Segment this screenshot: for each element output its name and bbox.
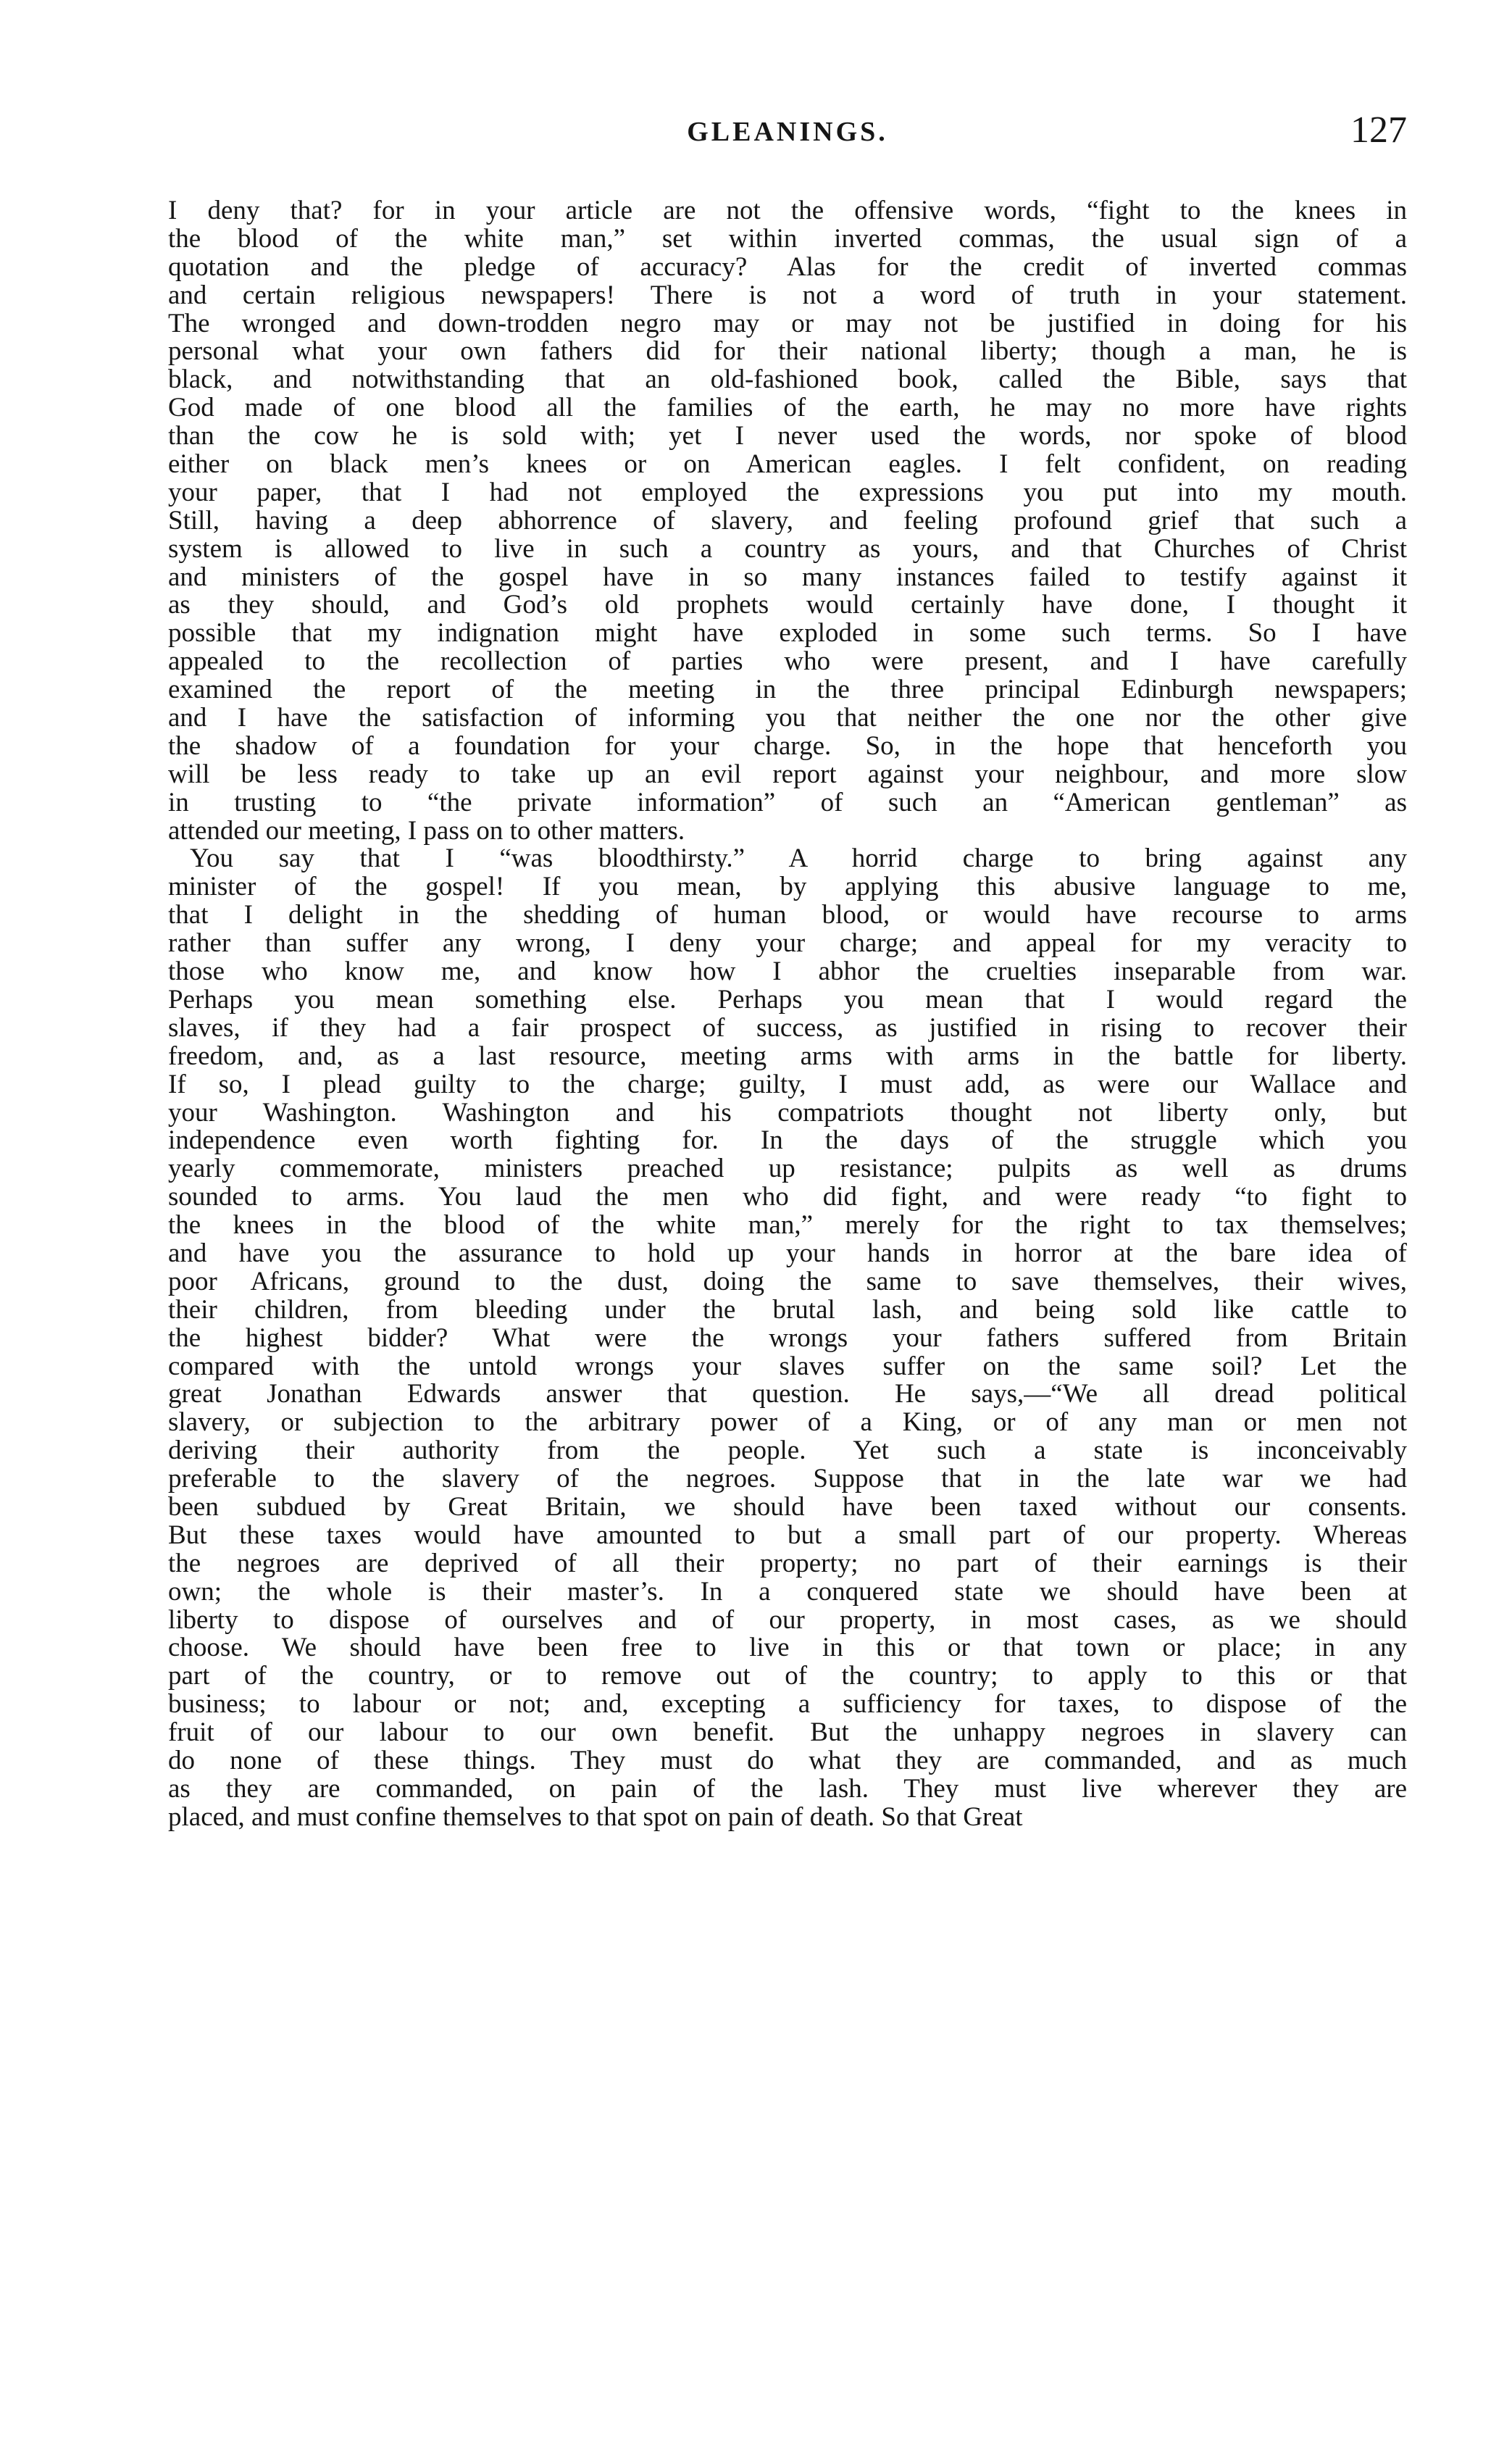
text-line: preferable to the slavery of the negroes. Suppose that in the late war we had (168, 1465, 1407, 1494)
text-line: independence even worth fighting for. In the days of the struggle which you (168, 1127, 1407, 1156)
text-line: the shadow of a foundation for your charge. So, in the hope that henceforth you (168, 732, 1407, 761)
text-line: slavery, or subjection to the arbitrary power of a King, or of any man or men not (168, 1409, 1407, 1438)
running-head (168, 109, 1407, 159)
text-line: freedom, and, as a last resource, meeting arms with arms in the battle for liberty. (168, 1042, 1407, 1071)
text-line: their children, from bleeding under the brutal lash, and being sold like cattle to (168, 1296, 1407, 1325)
text-line: choose. We should have been free to live in this or that town or place; in any (168, 1634, 1407, 1663)
text-line: and I have the satisfaction of informing you that neither the one nor the other give (168, 704, 1407, 733)
text-line: liberty to dispose of ourselves and of our property, in most cases, as we should (168, 1606, 1407, 1635)
text-line: business; to labour or not; and, excepting a sufficiency for taxes, to dispose of the (168, 1691, 1407, 1720)
text-line: been subdued by Great Britain, we should have been taxed without our consents. (168, 1493, 1407, 1522)
text-line: fruit of our labour to our own benefit. But the unhappy negroes in slavery can (168, 1719, 1407, 1747)
text-line: I deny that? for in your article are not the offensive words, “fight to the knees in (168, 197, 1407, 225)
text-line: poor Africans, ground to the dust, doing the same to save themselves, their wives, (168, 1267, 1407, 1296)
text-line: part of the country, or to remove out of the country; to apply to this or that (168, 1662, 1407, 1691)
text-line: yearly commemorate, ministers preached up resistance; pulpits as well as drums (168, 1155, 1407, 1184)
text-line: those who know me, and know how I abhor the cruelties inseparable from war. (168, 958, 1407, 986)
text-line: Perhaps you mean something else. Perhaps you mean that I would regard the (168, 986, 1407, 1015)
text-line: and have you the assurance to hold up your hands in horror at the bare idea of (168, 1239, 1407, 1268)
text-line: attended our meeting, I pass on to other matters. (168, 817, 685, 846)
text-line: slaves, if they had a fair prospect of success, as justified in rising to recover their (168, 1014, 1407, 1043)
text-line: the negroes are deprived of all their property; no part of their earnings is their (168, 1549, 1407, 1578)
text-line: If so, I plead guilty to the charge; guilty, I must add, as were our Wallace and (168, 1070, 1407, 1099)
text-line: the knees in the blood of the white man,” merely for the right to tax themselves; (168, 1212, 1407, 1240)
text-line: in trusting to “the private information” of such an “American gentleman” as (168, 788, 1407, 817)
running-title: GLEANINGS. (687, 117, 888, 147)
text-line: deriving their authority from the people. Yet such a state is inconceivably (168, 1437, 1407, 1466)
text-line: as they are commanded, on pain of the lash. They must live wherever they are (168, 1775, 1407, 1804)
text-line: than the cow he is sold with; yet I never used the words, nor spoke of blood (168, 422, 1407, 451)
text-line: the blood of the white man,” set within inverted commas, the usual sign of a (168, 225, 1407, 254)
text-line: sounded to arms. You laud the men who did fight, and were ready “to fight to (168, 1183, 1407, 1212)
page-number: 127 (1350, 109, 1407, 151)
text-line: Still, having a deep abhorrence of slavery, and feeling profound grief that such a (168, 507, 1407, 536)
text-line: minister of the gospel! If you mean, by applying this abusive language to me, (168, 873, 1407, 902)
text-line: examined the report of the meeting in the three principal Edinburgh newspapers; (168, 676, 1407, 705)
text-line: appealed to the recollection of parties who were present, and I have carefully (168, 648, 1407, 677)
body-text (168, 197, 1407, 1832)
text-line: either on black men’s knees or on American eagles. I felt confident, on reading (168, 451, 1407, 479)
text-line: possible that my indignation might have exploded in some such terms. So I have (168, 620, 1407, 649)
text-line: and ministers of the gospel have in so many instances failed to testify against it (168, 563, 1407, 592)
text-line: will be less ready to take up an evil report against your neighbour, and more slow (168, 760, 1407, 789)
text-line: great Jonathan Edwards answer that question. He says,—“We all dread political (168, 1380, 1407, 1409)
text-line: You say that I “was bloodthirsty.” A horrid charge to bring against any (190, 845, 1407, 874)
text-line: and certain religious newspapers! There is not a word of truth in your statement. (168, 281, 1407, 310)
text-line: compared with the untold wrongs your slaves suffer on the same soil? Let the (168, 1352, 1407, 1381)
text-line: that I delight in the shedding of human blood, or would have recourse to arms (168, 901, 1407, 930)
text-line: personal what your own fathers did for their national liberty; though a man, he is (168, 338, 1407, 367)
text-line: own; the whole is their master’s. In a conquered state we should have been at (168, 1578, 1407, 1607)
text-line: your paper, that I had not employed the expressions you put into my mouth. (168, 478, 1407, 507)
text-line: God made of one blood all the families of the earth, he may no more have rights (168, 394, 1407, 423)
text-line: The wronged and down-trodden negro may or may not be justified in doing for his (168, 309, 1407, 338)
text-line: placed, and must confine themselves to that spot on pain of death. So that Great (168, 1803, 1023, 1832)
text-line: black, and notwithstanding that an old-fashioned book, called the Bible, says that (168, 366, 1407, 395)
text-line: But these taxes would have amounted to but a small part of our property. Whereas (168, 1521, 1407, 1550)
text-line: rather than suffer any wrong, I deny your charge; and appeal for my veracity to (168, 930, 1407, 959)
text-line: do none of these things. They must do what they are commanded, and as much (168, 1746, 1407, 1775)
text-line: your Washington. Washington and his compatriots thought not liberty only, but (168, 1099, 1407, 1128)
text-line: the highest bidder? What were the wrongs your fathers suffered from Britain (168, 1324, 1407, 1353)
text-line: as they should, and God’s old prophets would certainly have done, I thought it (168, 591, 1407, 620)
text-line: system is allowed to live in such a country as yours, and that Churches of Christ (168, 535, 1407, 564)
text-line: quotation and the pledge of accuracy? Alas for the credit of inverted commas (168, 253, 1407, 282)
